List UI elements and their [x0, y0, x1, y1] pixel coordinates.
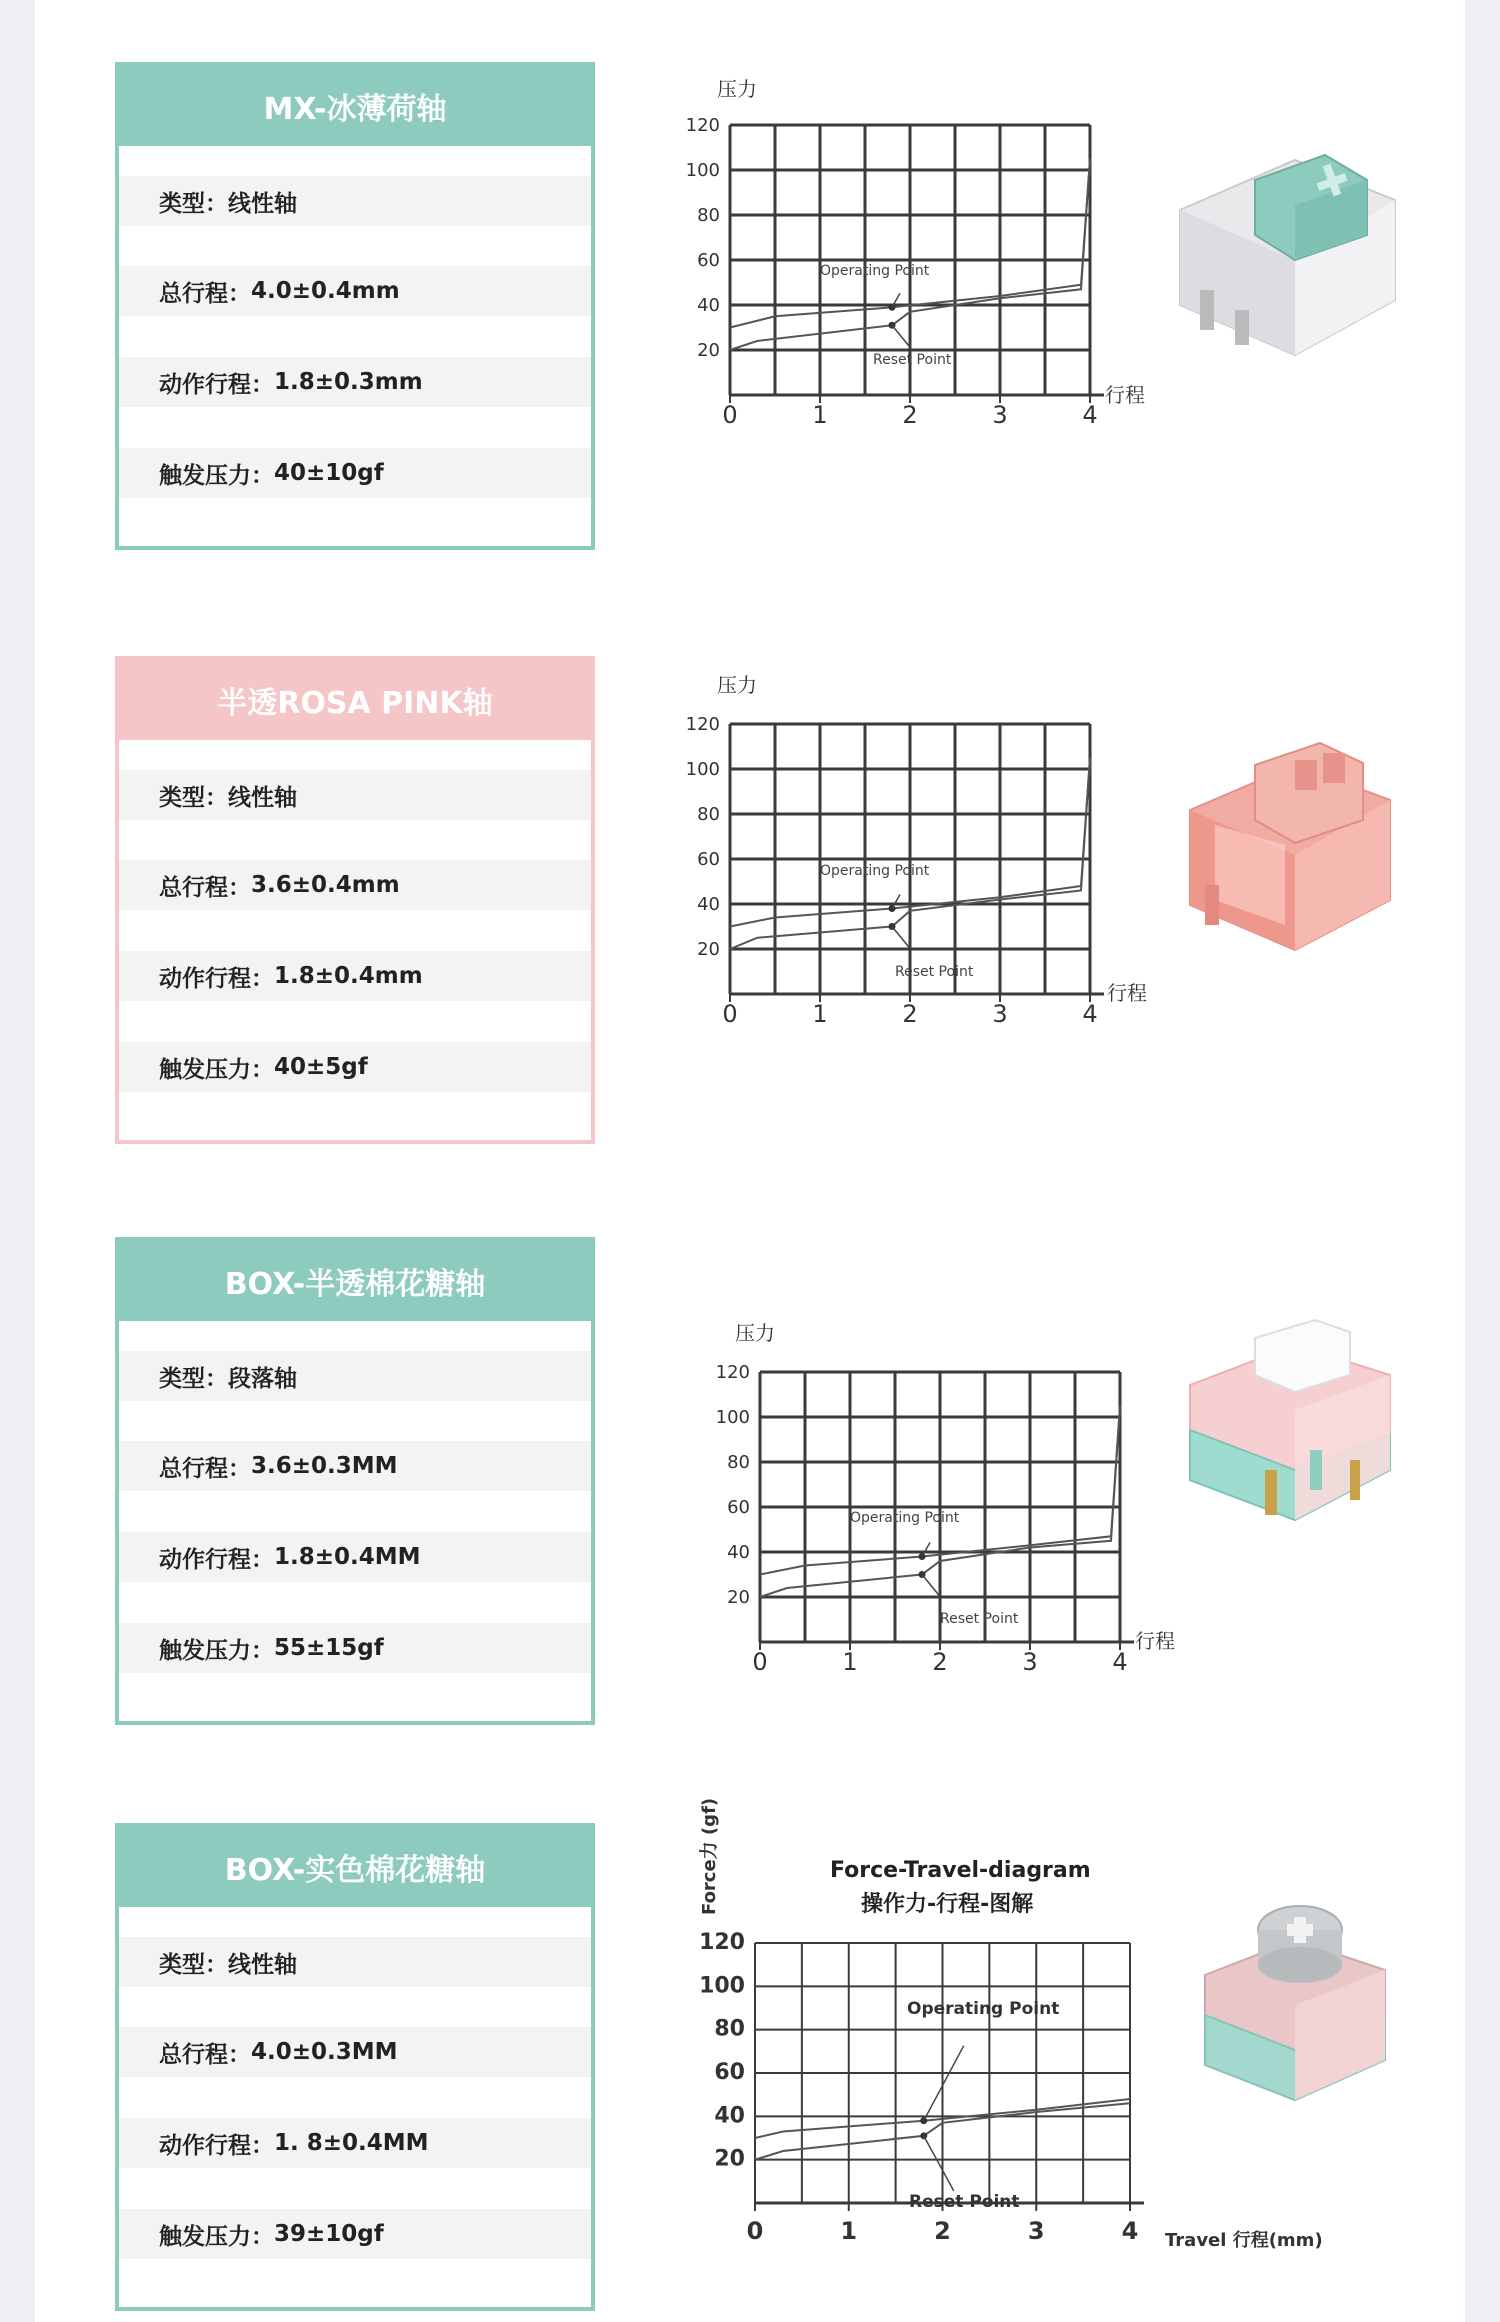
spec-row-action-travel	[119, 2118, 591, 2168]
x-tick-label: 0	[746, 2217, 764, 2245]
x-axis-label: 行程	[1107, 981, 1147, 1005]
spec-label: 触发压力：	[159, 462, 274, 489]
spec-value: 39±10gf	[274, 2221, 384, 2247]
spec-label: 触发压力：	[159, 1637, 274, 1664]
spec-value: 线性轴	[228, 190, 297, 217]
y-tick-label: 20	[697, 939, 720, 960]
spec-value: 3.6±0.4mm	[251, 872, 400, 898]
y-tick-label: 100	[715, 1407, 750, 1428]
force-travel-chart-rosa-pink	[635, 666, 1195, 1036]
reset-point-leader	[892, 927, 910, 949]
y-axis-label: 压力	[717, 673, 757, 697]
operating-point-label: Operating Point	[907, 1999, 1060, 2019]
reset-point-label: Reset Point	[895, 964, 974, 980]
x-tick-label: 0	[722, 401, 738, 429]
y-tick-label: 40	[697, 295, 720, 316]
spec-value: 40±10gf	[274, 460, 384, 486]
x-tick-label: 0	[722, 1000, 738, 1028]
spec-value: 40±5gf	[274, 1054, 368, 1080]
spec-label: 触发压力：	[159, 2223, 274, 2250]
y-tick-label: 60	[714, 2060, 745, 2085]
card-title: 半透ROSA PINK轴	[119, 660, 591, 740]
spec-row-type	[119, 176, 591, 226]
y-tick-label: 80	[727, 1452, 750, 1473]
spec-row-type	[119, 1351, 591, 1401]
y-tick-label: 80	[697, 804, 720, 825]
y-tick-label: 80	[697, 205, 720, 226]
y-tick-label: 40	[727, 1542, 750, 1563]
y-axis-label: Force力 (gf)	[699, 1797, 720, 1915]
spec-row-total-travel	[119, 1441, 591, 1491]
y-tick-label: 100	[685, 160, 720, 181]
spec-row-type	[119, 770, 591, 820]
operating-point-leader	[922, 1543, 930, 1557]
spec-label: 总行程：	[159, 874, 251, 901]
switch-card-box-translucent-marshmallow	[115, 1237, 595, 1725]
x-tick-label: 2	[902, 1000, 918, 1028]
operating-point-marker	[920, 2117, 927, 2124]
x-tick-label: 4	[1082, 401, 1098, 429]
spec-label: 类型：	[159, 784, 228, 811]
y-tick-label: 20	[697, 340, 720, 361]
spec-row-total-travel	[119, 2027, 591, 2077]
spec-value: 3.6±0.3MM	[251, 1453, 398, 1479]
spec-row-actuation-force	[119, 1623, 591, 1673]
x-tick-label: 3	[992, 1000, 1008, 1028]
spec-value: 55±15gf	[274, 1635, 384, 1661]
switch-card-rosa-pink	[115, 656, 595, 1144]
card-title: BOX-实色棉花糖轴	[119, 1827, 591, 1907]
x-axis-label: 行程	[1105, 383, 1145, 407]
x-tick-label: 4	[1121, 2217, 1139, 2245]
y-tick-label: 120	[715, 1362, 750, 1383]
rosa-pink-switch-image	[1145, 735, 1415, 965]
spec-label: 动作行程：	[159, 371, 274, 398]
y-tick-label: 40	[714, 2103, 745, 2129]
x-axis-label: Travel 行程(mm)	[1165, 2230, 1323, 2251]
spec-row-actuation-force	[119, 2209, 591, 2259]
y-tick-label: 60	[727, 1497, 750, 1518]
box-translucent-marshmallow-switch-image	[1145, 1320, 1415, 1550]
spec-value: 4.0±0.3MM	[251, 2039, 398, 2065]
spec-row-total-travel	[119, 860, 591, 910]
x-tick-label: 4	[1112, 1648, 1128, 1676]
y-tick-label: 20	[727, 1587, 750, 1608]
y-tick-label: 60	[697, 849, 720, 870]
spec-value: 4.0±0.4mm	[251, 278, 400, 304]
x-tick-label: 2	[932, 1648, 948, 1676]
x-tick-label: 2	[902, 401, 918, 429]
operating-point-label: Operating Point	[820, 263, 930, 279]
operating-point-leader	[924, 2046, 964, 2121]
spec-label: 动作行程：	[159, 1546, 274, 1573]
spec-row-type	[119, 1937, 591, 1987]
x-tick-label: 3	[1022, 1648, 1038, 1676]
spec-row-actuation-force	[119, 1042, 591, 1092]
spec-row-action-travel	[119, 1532, 591, 1582]
spec-value: 线性轴	[228, 784, 297, 811]
reset-point-marker	[920, 2132, 927, 2139]
switch-card-mint	[115, 62, 595, 550]
y-tick-label: 120	[699, 1930, 745, 1955]
spec-row-action-travel	[119, 357, 591, 407]
spec-label: 类型：	[159, 1951, 228, 1978]
operating-point-leader	[892, 895, 900, 909]
spec-label: 总行程：	[159, 280, 251, 307]
force-travel-chart-mint	[635, 70, 1195, 440]
force-travel-chart-box-translucent	[665, 1316, 1225, 1686]
x-tick-label: 1	[842, 1648, 858, 1676]
card-title: BOX-半透棉花糖轴	[119, 1241, 591, 1321]
y-tick-label: 80	[714, 2016, 745, 2042]
product-spec-page	[35, 0, 1465, 2322]
reset-point-leader	[924, 2136, 954, 2191]
reset-point-label: Reset Point	[909, 2192, 1020, 2212]
spec-value: 段落轴	[228, 1365, 297, 1392]
spec-value: 1.8±0.3mm	[274, 369, 423, 395]
x-tick-label: 3	[1027, 2217, 1045, 2245]
x-tick-label: 3	[992, 401, 1008, 429]
x-tick-label: 0	[752, 1648, 768, 1676]
operating-point-label: Operating Point	[850, 1510, 960, 1526]
spec-label: 动作行程：	[159, 965, 274, 992]
reset-point-label: Reset Point	[940, 1611, 1019, 1627]
y-tick-label: 100	[685, 759, 720, 780]
spec-label: 触发压力：	[159, 1056, 274, 1083]
spec-label: 类型：	[159, 1365, 228, 1392]
y-tick-label: 120	[685, 714, 720, 735]
operating-point-label: Operating Point	[820, 863, 930, 879]
switch-card-box-solid-marshmallow	[115, 1823, 595, 2311]
spec-row-actuation-force	[119, 448, 591, 498]
spec-value: 线性轴	[228, 1951, 297, 1978]
spec-label: 总行程：	[159, 1455, 251, 1482]
y-tick-label: 40	[697, 894, 720, 915]
y-tick-label: 120	[685, 115, 720, 136]
chart-title-en: Force-Travel-diagram	[830, 1858, 1091, 1883]
x-tick-label: 1	[840, 2217, 858, 2245]
x-axis-label: 行程	[1135, 1629, 1175, 1653]
x-tick-label: 1	[812, 401, 828, 429]
x-tick-label: 4	[1082, 1000, 1098, 1028]
spec-row-total-travel	[119, 266, 591, 316]
spec-row-action-travel	[119, 951, 591, 1001]
spec-value: 1.8±0.4MM	[274, 1544, 421, 1570]
spec-label: 动作行程：	[159, 2132, 274, 2159]
y-axis-label: 压力	[717, 77, 757, 101]
card-title: MX-冰薄荷轴	[119, 66, 591, 146]
spec-label: 总行程：	[159, 2041, 251, 2068]
y-tick-label: 60	[697, 250, 720, 271]
chart-title-cn: 操作力-行程-图解	[861, 1892, 1034, 1917]
y-axis-label: 压力	[735, 1321, 775, 1345]
spec-value: 1. 8±0.4MM	[274, 2130, 429, 2156]
x-tick-label: 2	[934, 2217, 951, 2245]
y-tick-label: 100	[699, 1973, 745, 1999]
reset-point-leader	[892, 325, 910, 347]
box-solid-marshmallow-switch-image	[1160, 1895, 1420, 2125]
spec-value: 1.8±0.4mm	[274, 963, 423, 989]
reset-point-label: Reset Point	[873, 352, 952, 368]
x-tick-label: 1	[812, 1000, 828, 1028]
y-tick-label: 20	[714, 2146, 745, 2172]
mint-switch-image	[1145, 140, 1415, 370]
spec-label: 类型：	[159, 190, 228, 217]
reset-point-leader	[922, 1575, 940, 1597]
